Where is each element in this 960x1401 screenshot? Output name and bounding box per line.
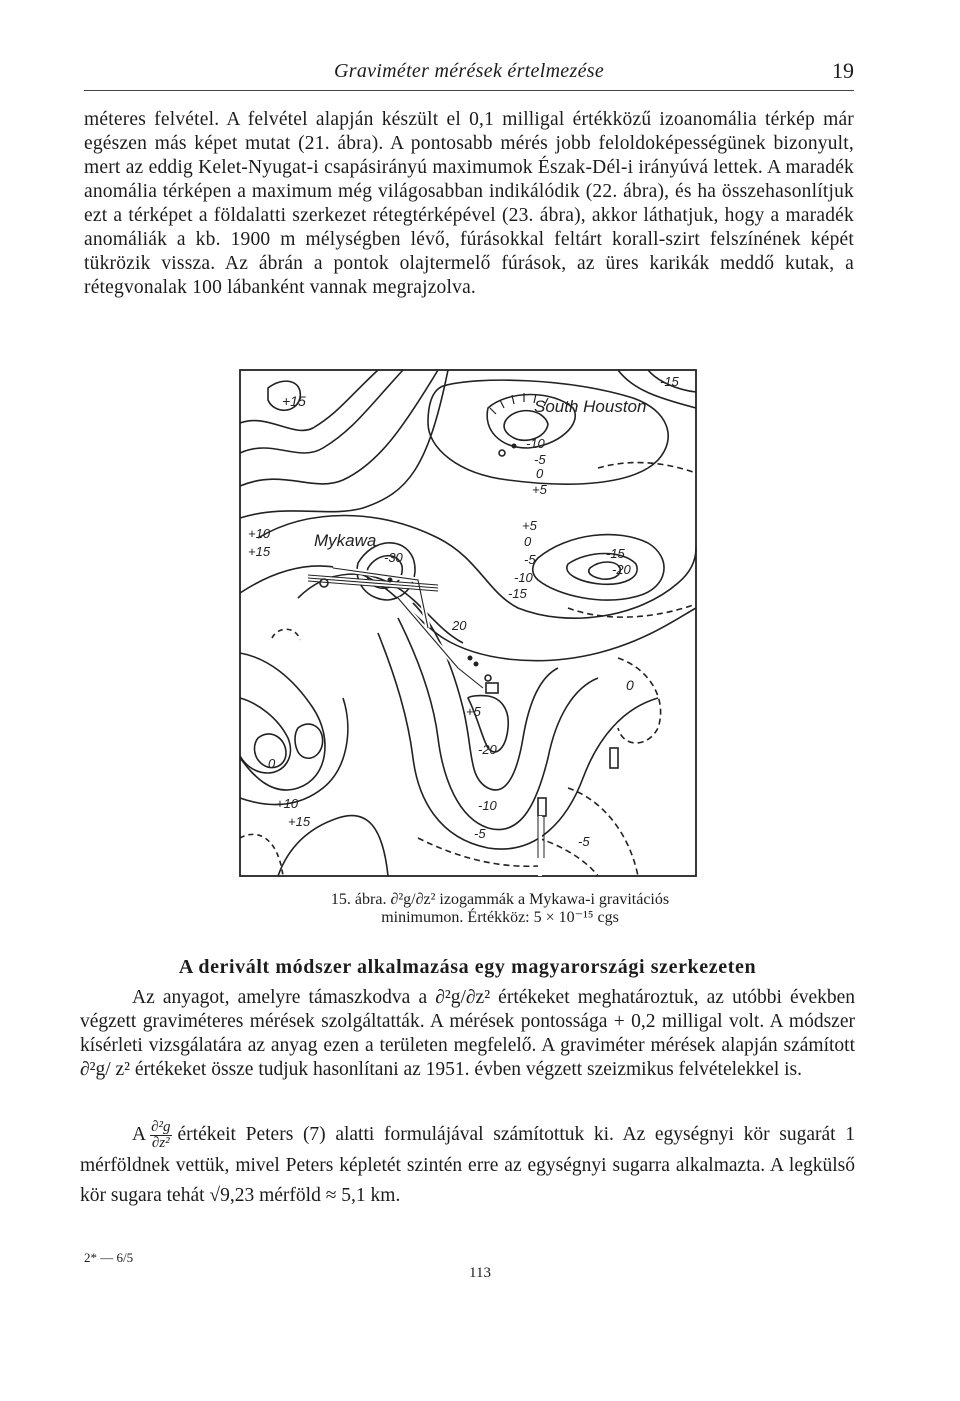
figure-caption-text: ∂²g/∂z² izogammák a Mykawa-i gravitációs minimumon. Értékköz: 5 × 10⁻¹⁵ cgs bbox=[381, 891, 670, 926]
dry-well-marker-2 bbox=[485, 675, 491, 681]
contour-label: -5 bbox=[578, 834, 590, 849]
figure-caption bbox=[290, 891, 710, 927]
paragraph-3-text: értékeit Peters (7) alatti formulájával számítottuk ki. Az egységnyi kör sugarát 1 mérföldnek vettük, mivel Peters képletét szintén erre az egységnyi sugarra alkalmazta. A legkülső kör sugara tehát √9,23 mérföld ≈ 5,1 km. bbox=[80, 1124, 855, 1207]
contour-map-figure bbox=[238, 368, 698, 880]
oil-well-dot-2 bbox=[474, 662, 479, 667]
label-south-houston: South Houston bbox=[534, 397, 647, 416]
contour-label: -20 bbox=[612, 562, 631, 577]
fraction-denominator: ∂z² bbox=[151, 1135, 170, 1152]
map-frame bbox=[240, 370, 696, 876]
contour-label: +5 bbox=[522, 518, 537, 533]
fraction-numerator: ∂²g bbox=[151, 1119, 171, 1136]
contour-label: -15 bbox=[660, 374, 679, 389]
contour-label: +15 bbox=[288, 814, 311, 829]
signature-mark: 2* — 6/5 bbox=[84, 1250, 134, 1265]
contour-label: -5 bbox=[474, 826, 486, 841]
contour-label: -10 bbox=[478, 798, 497, 813]
paragraph-3-lead: A bbox=[132, 1124, 147, 1145]
second-derivative-fraction bbox=[150, 1120, 171, 1151]
well-marker-2 bbox=[610, 748, 618, 768]
contour-label: +10 bbox=[276, 796, 299, 811]
contour-label: 0 bbox=[268, 756, 276, 771]
paragraph-2: Az anyagot, amelyre támaszkodva a ∂²g/∂z² értékeket meghatároztuk, az utóbbi években végzett graviméteres mérések szolgáltatták. A mérések pontossága + 0,2 milligal volt. A módszer kísérleti vizsgálatára az anyag ezen a területen megfelelő. A graviméter mérések alapján számított ∂²g/ z² értékeket össze tudjuk hasonlítani az 1951. évben végzett szeizmikus felvételekkel is. bbox=[80, 987, 855, 1080]
contour-label: -30 bbox=[384, 550, 403, 565]
section-heading: A derivált módszer alkalmazása egy magyarországi szerkezeten bbox=[178, 956, 757, 978]
paragraph-1: méteres felvétel. A felvétel alapján készült el 0,1 milligal értékközű izoanomália térkép már egészen más képet mutat (21. ábra). A pontosabb mérés jobb feloldoképességünek bizonyult, mert az eddig Kelet-Nyugat-i csapásirányú maximumok Észak-Dél-i irányúvá lettek. A maradék anomália térképen a maximum még világosabban indikálódik (22. ábra), és ha összehasonlítjuk ezt a térképet a földalatti szerkezet rétegtérképével (23. ábra), akkor láthatjuk, hogy a maradék anomáliák a kb. 1900 m mélységben lévő, fúrásokkal feltárt korall-szirt felszínének képét tükrözik vissza. Az ábrán a pontok olajtermelő fúrások, az üres karikák meddő kutak, a rétegvonalak 100 lábanként vannak megrajzolva. bbox=[84, 109, 854, 298]
contour-label: -10 bbox=[526, 436, 545, 451]
contour-label: +10 bbox=[248, 526, 271, 541]
running-header-page-number: 19 bbox=[832, 58, 854, 83]
paragraph-3 bbox=[80, 1120, 855, 1211]
label-mykawa: Mykawa bbox=[314, 531, 377, 550]
contour-label: +15 bbox=[282, 393, 306, 409]
contour-label: 20 bbox=[452, 618, 467, 633]
contour-label: -5 bbox=[534, 452, 546, 467]
contour-label: -10 bbox=[514, 570, 533, 585]
contour-right-closure bbox=[533, 535, 664, 600]
contour-label: +5 bbox=[532, 482, 547, 497]
dry-well-marker-3 bbox=[499, 450, 505, 456]
contour-label: 0 bbox=[524, 534, 532, 549]
well-marker-1 bbox=[486, 683, 498, 693]
well-marker-3 bbox=[538, 798, 546, 816]
contour-label: -15 bbox=[606, 546, 625, 561]
contour-label: 0 bbox=[536, 466, 544, 481]
contour-label: +5 bbox=[466, 704, 481, 719]
oil-well-dot-4 bbox=[388, 578, 393, 583]
contour-label: +15 bbox=[248, 544, 271, 559]
oil-well-dot-3 bbox=[512, 444, 517, 449]
contour-label: -15 bbox=[508, 586, 527, 601]
running-header bbox=[84, 56, 854, 91]
running-header-title: Graviméter mérések értelmezése bbox=[334, 60, 605, 82]
footer-page-number: 113 bbox=[469, 1265, 491, 1281]
contour-label: -5 bbox=[524, 552, 536, 567]
figure-caption-number: 15. ábra. bbox=[330, 891, 387, 908]
contour-label: -20 bbox=[478, 742, 497, 757]
contour-label: 0 bbox=[626, 677, 634, 693]
oil-well-dot-1 bbox=[468, 656, 473, 661]
